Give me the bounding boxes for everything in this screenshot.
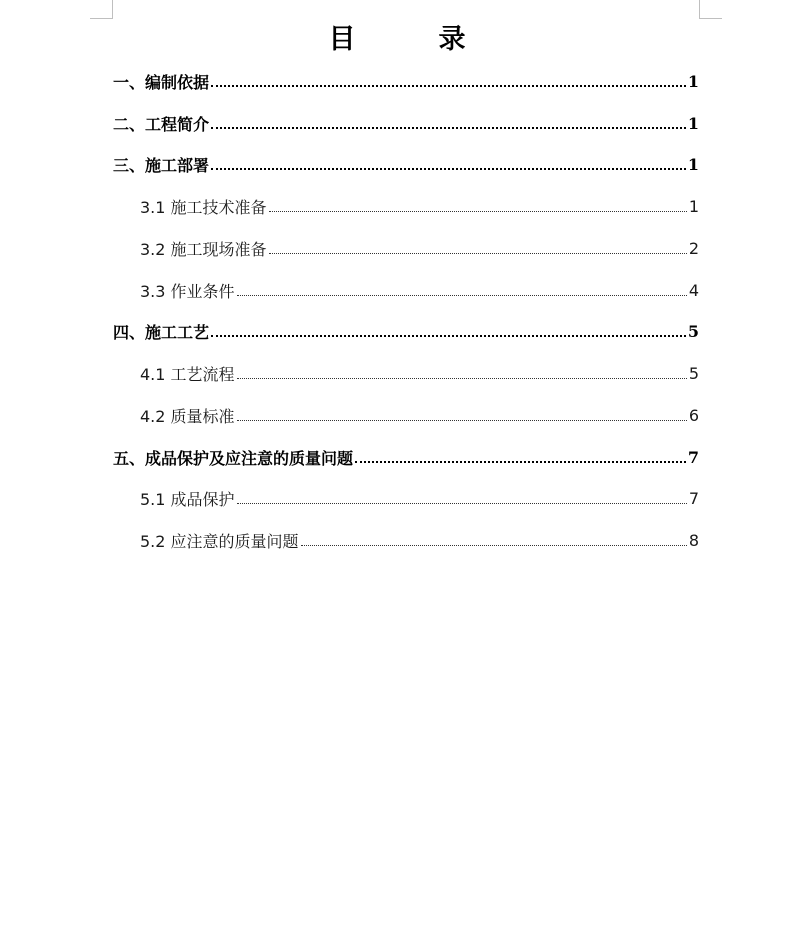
crop-mark-top-left xyxy=(90,0,113,19)
toc-dot-leader xyxy=(269,211,687,212)
toc-entry[interactable] xyxy=(140,233,699,263)
toc-entry[interactable] xyxy=(113,66,699,96)
toc-entry-text: 一、编制依据 xyxy=(113,72,210,92)
toc-entry[interactable] xyxy=(113,108,699,138)
toc-entry-text: 四、施工工艺 xyxy=(113,322,210,342)
toc-entry[interactable] xyxy=(113,316,699,346)
toc-entry[interactable] xyxy=(140,275,699,305)
toc-entry-text: 3.3 作业条件 xyxy=(140,281,235,301)
toc-dot-leader xyxy=(301,545,687,546)
toc-entry[interactable] xyxy=(140,400,699,430)
toc-entry-text: 三、施工部署 xyxy=(113,155,210,175)
toc-page-number: 1 xyxy=(687,113,699,133)
toc-page-number: 6 xyxy=(688,405,699,425)
toc-page-number: 2 xyxy=(688,238,699,258)
toc-page-number: 8 xyxy=(688,530,699,550)
toc-title: 目 录 xyxy=(328,24,494,55)
toc-dot-leader xyxy=(211,335,686,337)
toc-entry[interactable] xyxy=(140,358,699,388)
toc-entry[interactable] xyxy=(113,149,699,179)
toc-entry-text: 二、工程简介 xyxy=(113,114,210,134)
toc-page-number: 7 xyxy=(687,447,699,467)
toc-dot-leader xyxy=(211,127,686,129)
toc-entry-text: 3.2 施工现场准备 xyxy=(140,239,267,259)
toc-entry[interactable] xyxy=(113,442,699,472)
toc-entry[interactable] xyxy=(140,525,699,555)
toc-entry[interactable] xyxy=(140,191,699,221)
toc-page-number: 7 xyxy=(688,488,699,508)
toc-dot-leader xyxy=(237,503,687,504)
toc-page-number: 4 xyxy=(688,280,699,300)
toc-dot-leader xyxy=(237,295,687,296)
toc-entry-text: 4.1 工艺流程 xyxy=(140,364,235,384)
toc-entry-text: 3.1 施工技术准备 xyxy=(140,197,267,217)
toc-entry-text: 5.2 应注意的质量问题 xyxy=(140,531,299,551)
toc-page-number: 1 xyxy=(688,196,699,216)
toc-entry[interactable] xyxy=(140,483,699,513)
toc-entry-text: 五、成品保护及应注意的质量问题 xyxy=(113,448,354,468)
toc-page-number: 1 xyxy=(687,154,699,174)
toc-page-number: 5 xyxy=(687,321,699,341)
toc-dot-leader xyxy=(237,378,687,379)
toc-entry-text: 5.1 成品保护 xyxy=(140,489,235,509)
toc-dot-leader xyxy=(355,461,686,463)
toc-page-number: 5 xyxy=(688,363,699,383)
toc-dot-leader xyxy=(237,420,687,421)
crop-mark-top-right xyxy=(699,0,722,19)
toc-page-number: 1 xyxy=(687,71,699,91)
toc-dot-leader xyxy=(211,168,686,170)
toc-dot-leader xyxy=(269,253,687,254)
toc-entry-text: 4.2 质量标准 xyxy=(140,406,235,426)
toc-dot-leader xyxy=(211,85,686,87)
